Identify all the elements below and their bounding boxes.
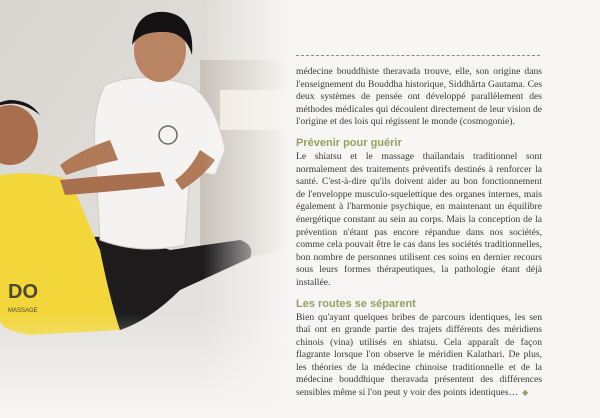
section-body-prevenir: Le shiatsu et le massage thaïlandais traditionnel sont normalement des traitements préventifs destinés à renforcer la santé. C'est-à-dire qu'ils doivent aider au bon fonctionnement de l'enveloppe musculo-squelettique des organes internes, mais également à l'harmonie psychique, en maintenant un équilibre énergétique constant au sein au corps. Mais la conception de la prévention n'étant pas encore répandue dans nos sociétés, comme cela pouvait être le cas dans les sociétés traditionnelles, bon nombre de personnes utilisent ces soins en dernier recours sous leurs formes thérapeutiques, la pathologie étant déjà installée. <box>296 150 542 288</box>
section-heading-routes: Les routes se séparent <box>296 297 416 310</box>
article-column <box>296 66 542 400</box>
photo-fade-bottom <box>0 0 290 418</box>
section-body-routes <box>296 312 542 400</box>
end-ornament-icon: ◆ <box>522 388 529 398</box>
intro-paragraph: médecine bouddhiste theravada trouve, elle, son origine dans l'enseignement du Bouddha historique, Siddhârta Gautama. Ces deux systèmes de pensée ont développé parallèlement des méthodes médicales qui découlent directement de leur vision de l'origine et des lois qui régissent le monde (cosmogonie). <box>296 66 542 128</box>
massage-photo <box>0 0 290 418</box>
top-divider <box>296 55 540 56</box>
section-heading-prevenir: Prévenir pour guérir <box>296 136 402 149</box>
massage-illustration <box>0 0 290 418</box>
section-body-routes-text: Bien qu'ayant quelques bribes de parcours identiques, les sen thaï ont en grande partie des trajets différents des méridiens chinois (vina) utilisés en shiatsu. Cela apparaît de façon flagrante lorsque l'on observe le méridien Kalathari. De plus, les théories de la médecine chinoise traditionnelle et de la médecine bouddhique theravada présentent des différences sensibles même si l'on peut y voir des points identiques… <box>296 311 542 399</box>
